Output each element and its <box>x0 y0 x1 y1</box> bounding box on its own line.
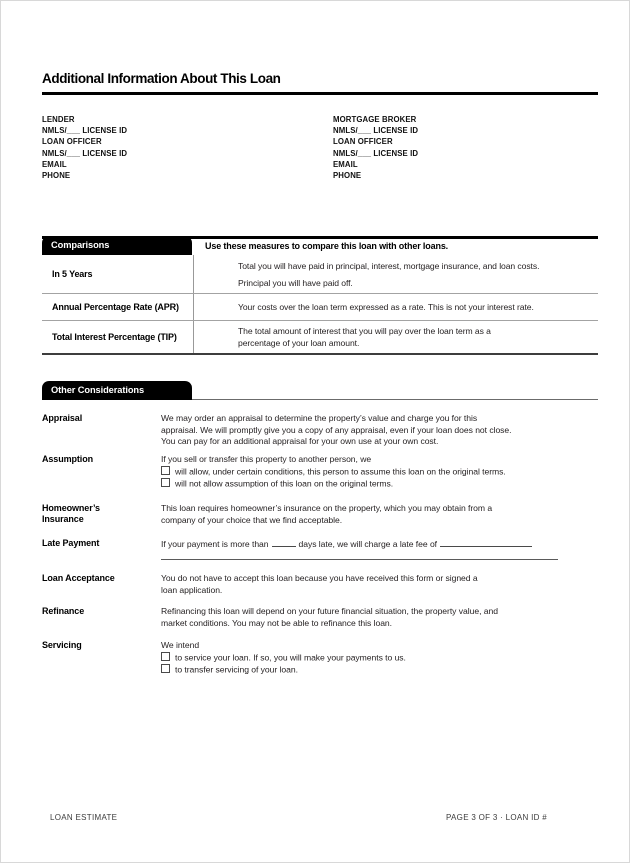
assumption-will-allow-checkbox[interactable] <box>161 466 170 475</box>
row-text-line: If you sell or transfer this property to another person, we <box>161 454 372 464</box>
comparisons-body <box>42 255 598 355</box>
row-text-line: Your costs over the loan term expressed as a rate. This is not your interest rate. <box>238 301 534 312</box>
servicing-service-checkbox[interactable] <box>161 652 170 661</box>
loan-officer-label: LOAN OFFICER <box>42 137 102 147</box>
late-fee-input-blank-continued[interactable] <box>161 559 558 560</box>
checkbox-line <box>161 466 598 478</box>
late-payment-sentence <box>161 538 598 551</box>
refinance-row <box>42 606 598 629</box>
row-content <box>161 503 598 526</box>
table-row-in-5-years <box>42 255 598 293</box>
footer-form-name: LOAN ESTIMATE <box>50 813 118 822</box>
row-content <box>161 606 598 629</box>
row-text-line: loan application. <box>161 584 223 595</box>
checkbox-line <box>161 652 598 664</box>
row-label: Appraisal <box>42 413 83 423</box>
checkbox-line <box>161 478 598 490</box>
days-late-input-blank[interactable] <box>272 538 296 547</box>
row-text-line: percentage of your loan amount. <box>238 337 360 348</box>
row-text-line: This loan requires homeowner’s insurance on the property, which you may obtain from a <box>161 503 493 513</box>
row-content <box>161 413 598 448</box>
late-payment-text-after: days late, we will charge a late fee of <box>298 539 438 549</box>
late-payment-row <box>42 538 598 560</box>
loan-acceptance-row <box>42 573 598 596</box>
assumption-row <box>42 454 598 490</box>
row-text-line: We may order an appraisal to determine the property’s value and charge you for this <box>161 413 478 423</box>
broker-phone-label: PHONE <box>333 171 362 181</box>
broker-nmls-label: NMLS/___ LICENSE ID <box>333 126 419 136</box>
row-text-line: Principal you will have paid off. <box>238 277 353 288</box>
late-fee-input-blank[interactable] <box>440 538 532 547</box>
row-label: Annual Percentage Rate (APR) <box>42 294 194 320</box>
homeowners-insurance-row <box>42 503 598 526</box>
row-label: In 5 Years <box>42 255 194 293</box>
row-text-line: Refinancing this loan will depend on your future financial situation, the property value, and <box>161 606 498 616</box>
loan-officer-nmls-label: NMLS/___ LICENSE ID <box>42 148 128 158</box>
other-considerations-section-tab: Other Considerations <box>42 381 192 400</box>
row-text-line: We intend <box>161 640 200 650</box>
mortgage-broker-label: MORTGAGE BROKER <box>333 115 417 124</box>
checkbox-label: to transfer servicing of your loan. <box>175 664 298 675</box>
row-label: Late Payment <box>42 538 100 548</box>
late-payment-text-before: If your payment is more than <box>161 539 269 549</box>
row-content <box>194 321 598 353</box>
row-content <box>161 573 598 596</box>
broker-loan-officer-nmls-label: NMLS/___ LICENSE ID <box>333 148 419 158</box>
checkbox-label: will allow, under certain conditions, this person to assume this loan on the original terms. <box>175 466 506 477</box>
checkbox-line <box>161 664 598 676</box>
title-rule <box>42 92 598 95</box>
row-text-line: You do not have to accept this loan because you have received this form or signed a <box>161 573 478 583</box>
lender-contact-block <box>42 114 127 181</box>
servicing-transfer-checkbox[interactable] <box>161 664 170 673</box>
checkbox-label: will not allow assumption of this loan on the original terms. <box>175 478 394 489</box>
servicing-row <box>42 640 598 676</box>
row-content <box>194 294 598 320</box>
checkbox-label: to service your loan. If so, you will make your payments to us. <box>175 652 406 663</box>
comparisons-section-tab: Comparisons <box>42 236 192 255</box>
row-content <box>194 255 598 293</box>
appraisal-row <box>42 413 598 448</box>
row-label: Servicing <box>42 640 82 650</box>
phone-label: PHONE <box>42 171 71 181</box>
row-label: Loan Acceptance <box>42 573 115 583</box>
row-text-line: The total amount of interest that you will pay over the loan term as a <box>238 325 491 336</box>
row-label-line: Insurance <box>42 514 84 524</box>
mortgage-broker-contact-block <box>333 114 418 181</box>
footer-page-number: PAGE 3 OF 3 · LOAN ID # <box>446 813 548 822</box>
table-row-apr <box>42 293 598 320</box>
row-label <box>42 503 154 525</box>
row-content <box>161 538 598 560</box>
row-text-line: company of your choice that we find acceptable. <box>161 514 343 525</box>
row-text-line: You can pay for an additional appraisal for your own use at your own cost. <box>161 436 439 447</box>
row-text-line: market conditions. You may not be able to refinance this loan. <box>161 617 392 628</box>
row-label: Assumption <box>42 454 94 464</box>
page-title: Additional Information About This Loan <box>42 71 281 86</box>
broker-loan-officer-label: LOAN OFFICER <box>333 137 393 147</box>
row-text-line: Total you will have paid in principal, interest, mortgage insurance, and loan costs. <box>238 260 540 271</box>
row-label-line: Homeowner’s <box>42 503 100 513</box>
other-considerations-section <box>42 381 598 691</box>
row-text-line: appraisal. We will promptly give you a copy of any appraisal, even if your loan does not close. <box>161 424 512 435</box>
assumption-will-not-allow-checkbox[interactable] <box>161 478 170 487</box>
table-row-tip <box>42 320 598 353</box>
lender-nmls-label: NMLS/___ LICENSE ID <box>42 126 128 136</box>
row-content <box>161 640 598 676</box>
row-label: Total Interest Percentage (TIP) <box>42 321 194 353</box>
comparisons-table <box>42 236 598 355</box>
comparisons-header-text: Use these measures to compare this loan with other loans. <box>205 241 449 251</box>
email-label: EMAIL <box>42 159 67 169</box>
row-content <box>161 454 598 490</box>
lender-label: LENDER <box>42 115 75 124</box>
broker-email-label: EMAIL <box>333 159 358 169</box>
row-label: Refinance <box>42 606 85 616</box>
